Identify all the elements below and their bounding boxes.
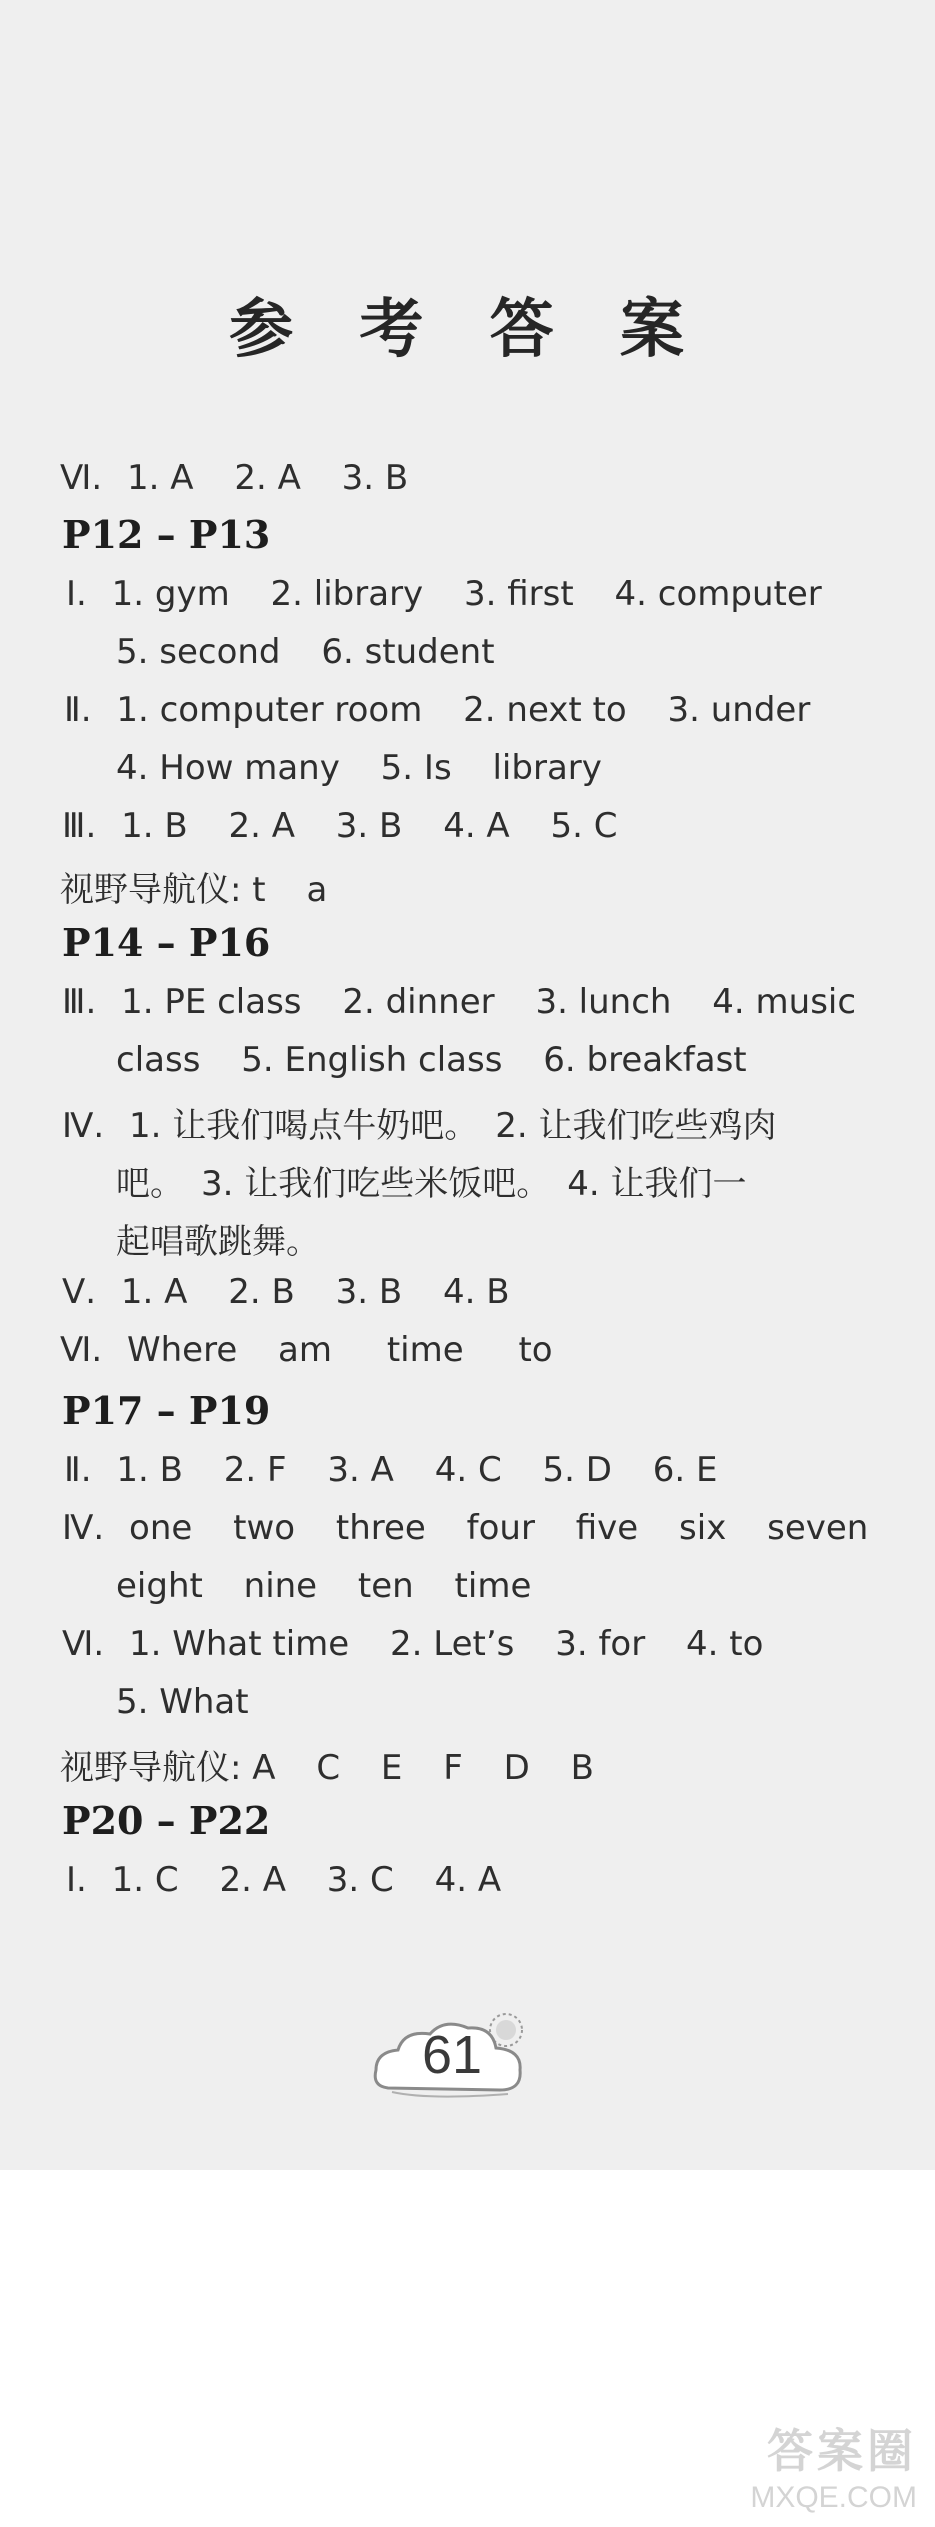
answer-item: B xyxy=(570,1748,594,1788)
answer-item: eight xyxy=(116,1566,203,1606)
answer-item: 5. What xyxy=(116,1682,249,1722)
answer-item: 1. A xyxy=(127,458,194,498)
answer-row: Ⅵ. Where am time to xyxy=(60,1330,553,1370)
answer-item: 4. C xyxy=(434,1450,502,1490)
answer-item: 6. student xyxy=(321,632,495,672)
roman-numeral: Ⅵ xyxy=(60,1330,92,1370)
answer-row: Ⅴ. 1. A 2. B 3. B 4. B xyxy=(62,1272,510,1312)
answer-item: 6. breakfast xyxy=(543,1040,747,1080)
answer-item: 1. computer room xyxy=(116,690,423,730)
answer-row xyxy=(116,1682,249,1722)
answer-item: 3. B xyxy=(335,1272,403,1312)
answer-item: 3. under xyxy=(667,690,811,730)
answer-row: Ⅰ. 1. C 2. A 3. C 4. A xyxy=(66,1860,502,1900)
answer-item: 5. English class xyxy=(241,1040,503,1080)
answer-item: five xyxy=(575,1508,639,1548)
answer-item: D xyxy=(503,1748,530,1788)
answer-row: Ⅳ. 1. 让我们喝点牛奶吧。 2. 让我们吃些鸡肉 xyxy=(62,1106,777,1146)
roman-numeral: Ⅳ xyxy=(62,1508,94,1548)
page-number: 61 xyxy=(421,2025,483,2085)
answer-item: 4. B xyxy=(443,1272,510,1312)
answer-item: nine xyxy=(243,1566,318,1606)
answer-text: 吧。 3. 让我们吃些米饭吧。 4. 让我们一 xyxy=(116,1164,747,1204)
answer-item: 5. second xyxy=(116,632,281,672)
answer-item: A xyxy=(252,1748,276,1788)
answer-item: 4. to xyxy=(686,1624,764,1664)
section-heading: P12 – P13 xyxy=(62,512,271,557)
answer-item: 2. next to xyxy=(463,690,627,730)
roman-numeral: Ⅰ xyxy=(66,574,77,614)
answer-item: 5. D xyxy=(542,1450,612,1490)
answer-item: ten xyxy=(357,1566,414,1606)
section-heading: P17 – P19 xyxy=(62,1388,271,1433)
answer-row xyxy=(60,1740,594,1789)
answer-item: C xyxy=(316,1748,341,1788)
section-heading: P20 – P22 xyxy=(62,1798,271,1843)
answer-item: six xyxy=(679,1508,727,1548)
answer-row: Ⅰ. 1. gym 2. library 3. first 4. computer xyxy=(66,574,822,614)
answer-item: 3. B xyxy=(341,458,409,498)
answer-item: 3. A xyxy=(327,1450,394,1490)
section-heading: P14 – P16 xyxy=(62,920,271,965)
answer-row xyxy=(116,1156,747,1205)
watermark-logo-text: 答案圈 xyxy=(767,2425,917,2477)
answer-item: four xyxy=(466,1508,535,1548)
answer-row xyxy=(116,1566,531,1606)
answer-row: Ⅱ. 1. computer room 2. next to 3. under xyxy=(64,690,811,730)
answer-item: Where xyxy=(127,1330,238,1370)
answer-row: Ⅳ. one two three four five six seven xyxy=(62,1508,869,1548)
answer-item: 2. F xyxy=(223,1450,287,1490)
answer-text: 起唱歌跳舞。 xyxy=(116,1222,320,1262)
answer-item: 5. Is xyxy=(380,748,452,788)
answer-item: 1. gym xyxy=(111,574,230,614)
answer-item: 1. PE class xyxy=(121,982,302,1022)
watermark xyxy=(750,2415,917,2515)
answer-item: 6. E xyxy=(652,1450,718,1490)
answer-item: 2. dinner xyxy=(342,982,495,1022)
watermark-url: MXQE.COM xyxy=(750,2481,917,2514)
answer-item: 1. What time xyxy=(129,1624,350,1664)
answer-item: time xyxy=(454,1566,532,1606)
roman-numeral: Ⅲ xyxy=(62,806,86,846)
answer-item: 5. C xyxy=(550,806,618,846)
answer-item: 4. music xyxy=(712,982,857,1022)
answer-item: 1. A xyxy=(120,1272,188,1312)
roman-numeral: Ⅳ xyxy=(62,1106,94,1146)
answer-item: am xyxy=(278,1330,333,1370)
answer-item: seven xyxy=(767,1508,869,1548)
answer-item: 3. lunch xyxy=(535,982,672,1022)
roman-numeral: Ⅱ xyxy=(64,1450,81,1490)
answer-item: class xyxy=(116,1040,201,1080)
answer-item: 4. A xyxy=(443,806,510,846)
answer-row: Ⅲ. 1. B 2. A 3. B 4. A 5. C xyxy=(62,806,618,846)
answer-item: E xyxy=(380,1748,403,1788)
answer-item: 1. C xyxy=(111,1860,179,1900)
answer-item: 2. B xyxy=(228,1272,295,1312)
answer-item: 2. A xyxy=(234,458,301,498)
answer-item: 3. B xyxy=(335,806,403,846)
answer-item: 3. C xyxy=(326,1860,394,1900)
answer-item: F xyxy=(443,1748,463,1788)
answer-item: two xyxy=(233,1508,296,1548)
answer-item: 4. A xyxy=(434,1860,502,1900)
answer-row xyxy=(116,1040,747,1080)
roman-numeral: Ⅵ xyxy=(62,1624,94,1664)
roman-numeral: Ⅰ xyxy=(66,1860,77,1900)
answer-item: t xyxy=(252,870,266,910)
answer-item: to xyxy=(518,1330,553,1370)
answer-item: 3. for xyxy=(555,1624,646,1664)
answer-item: 2. A xyxy=(219,1860,286,1900)
answer-item: 3. first xyxy=(464,574,574,614)
answer-item: 2. Let’s xyxy=(390,1624,515,1664)
roman-numeral: Ⅲ xyxy=(62,982,86,1022)
answer-item: 2. A xyxy=(228,806,295,846)
page-title: 参 考 答 案 xyxy=(229,292,706,367)
answer-row xyxy=(60,862,327,911)
answer-item: one xyxy=(129,1508,193,1548)
answer-text: 1. 让我们喝点牛奶吧。 2. 让我们吃些鸡肉 xyxy=(129,1106,777,1146)
answer-item: library xyxy=(492,748,602,788)
roman-numeral: Ⅱ xyxy=(64,690,81,730)
answer-item: 1. B xyxy=(121,806,188,846)
answer-row xyxy=(116,632,495,672)
nav-label: 视野导航仪: xyxy=(60,870,242,910)
answer-item: time xyxy=(386,1330,464,1370)
page-number-badge xyxy=(368,2008,536,2104)
answer-item: 2. library xyxy=(270,574,424,614)
roman-numeral: Ⅴ xyxy=(62,1272,86,1312)
answer-item: a xyxy=(306,870,328,910)
answer-item: 4. How many xyxy=(116,748,340,788)
answer-row xyxy=(116,1214,320,1263)
answer-row: Ⅵ. 1. A 2. A 3. B xyxy=(60,458,409,498)
answer-item: 4. computer xyxy=(614,574,822,614)
roman-numeral: Ⅵ xyxy=(60,458,92,498)
answer-item: 1. B xyxy=(116,1450,183,1490)
nav-label: 视野导航仪: xyxy=(60,1748,242,1788)
answer-item: three xyxy=(335,1508,426,1548)
answer-row: Ⅱ. 1. B 2. F 3. A 4. C 5. D 6. E xyxy=(64,1450,718,1490)
answer-row: Ⅵ. 1. What time 2. Let’s 3. for 4. to xyxy=(62,1624,764,1664)
answer-row: Ⅲ. 1. PE class 2. dinner 3. lunch 4. music xyxy=(62,982,857,1022)
answer-row xyxy=(116,748,602,788)
